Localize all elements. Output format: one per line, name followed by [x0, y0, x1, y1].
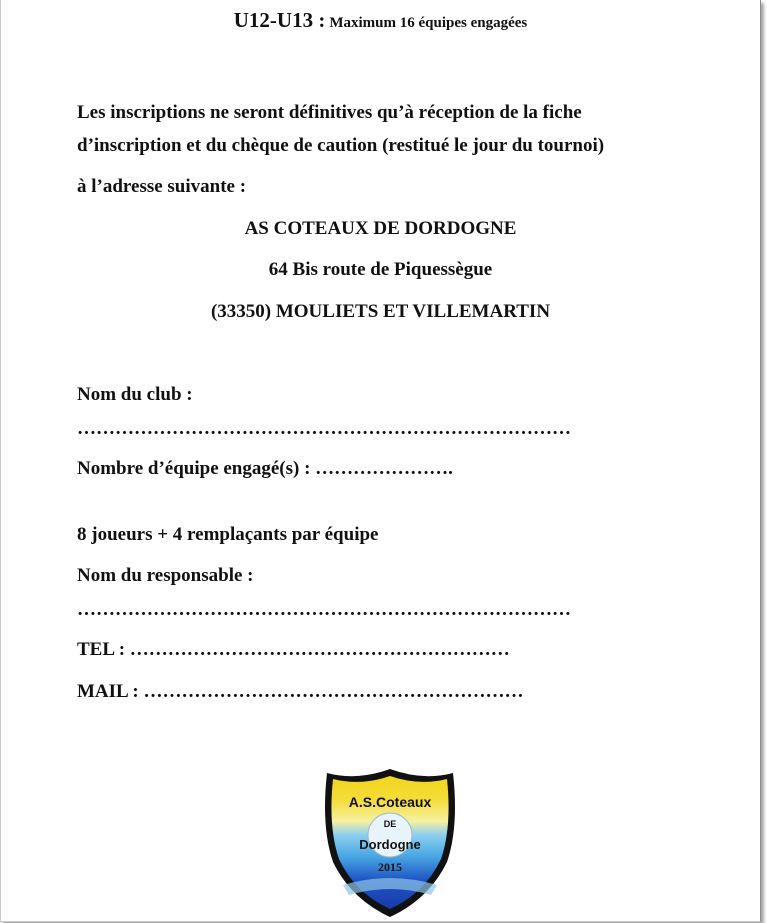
max-teams-note: Maximum 16 équipes engagées — [329, 15, 528, 31]
manager-name-label: Nom du responsable : — [77, 565, 254, 586]
manager-name-field: …………………………………………………………………… — [77, 599, 571, 620]
club-crest-logo — [317, 767, 463, 919]
intro-line-1: Les inscriptions ne seront définitives qu’à réception de la fiche — [77, 102, 582, 123]
club-name-label: Nom du club : — [77, 384, 193, 405]
crest-text-de: DE — [383, 819, 397, 829]
crest-text-dordogne: Dordogne — [359, 837, 421, 852]
team-count-field: Nombre d’équipe engagé(s) : …………………. — [77, 458, 453, 479]
address-name: AS COTEAUX DE DORDOGNE — [244, 218, 517, 239]
address-street: 64 Bis route de Piquessègue — [268, 259, 493, 280]
category-title: U12-U13 : — [233, 8, 326, 32]
intro-line-2: d’inscription et du chèque de caution (restitué le jour du tournoi) — [77, 135, 605, 156]
address-city: (33350) MOULIETS ET VILLEMARTIN — [210, 301, 551, 322]
club-name-field: …………………………………………………………………… — [77, 418, 571, 439]
intro-line-3: à l’adresse suivante : — [77, 176, 247, 197]
tel-field: TEL : …………………………………………………… — [77, 639, 510, 660]
players-note: 8 joueurs + 4 remplaçants par équipe — [77, 524, 379, 545]
mail-field: MAIL : …………………………………………………… — [77, 681, 524, 702]
crest-text-as-coteaux: A.S.Coteaux — [348, 794, 432, 810]
crest-text-year: 2015 — [378, 860, 402, 874]
page-title — [1, 8, 760, 33]
